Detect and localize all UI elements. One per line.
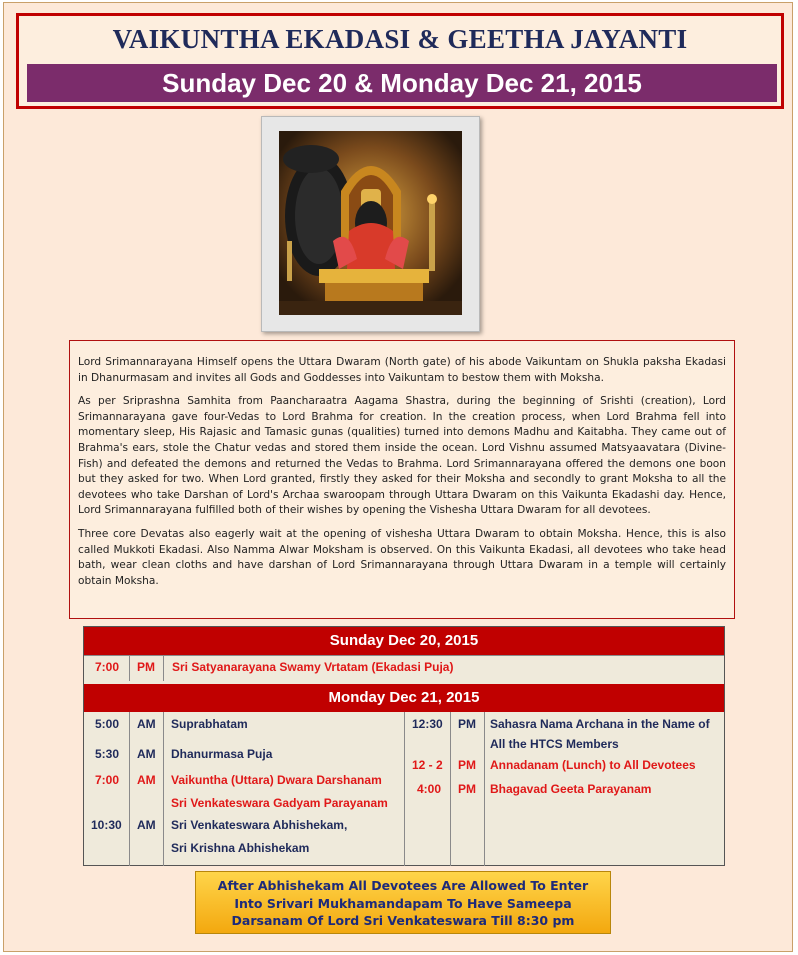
monday-right-time-4: 4:00	[417, 782, 442, 796]
schedule-table	[83, 626, 725, 866]
footer-line-2: Into Srivari Mukhamandapam To Have Sameepa	[234, 895, 572, 911]
sunday-event: Sri Satyanarayana Swamy Vrtatam (Ekadasi Puja)	[172, 660, 454, 674]
footer-banner	[195, 871, 611, 934]
monday-right-time-1: 12:30	[412, 717, 443, 731]
deity-image	[279, 131, 462, 315]
monday-left-time-3: 7:00	[95, 773, 120, 787]
monday-left-ampm-1: AM	[137, 717, 156, 731]
description-paragraph-3: Three core Devatas also eagerly wait at the opening of vishesha Uttara Dwaram to obtain Moksha. Hence, this is also called Mukkoti Ekadasi. Also Namma Alwar Moksham is observed. On this Vaikunta Ekadasi, all devotees who take head bath, wear clean cloths and have darshan of Lord Srimannarayana through Uttara Dwaram in a temple will certainly obtain Moksha.	[78, 527, 726, 587]
description-box	[69, 340, 735, 619]
flyer-page	[3, 2, 793, 952]
monday-left-time-2: 5:30	[95, 747, 120, 761]
monday-right-ampm-1: PM	[458, 717, 476, 731]
monday-left-event-6: Sri Krishna Abhishekam	[171, 841, 310, 855]
monday-left-event-3: Vaikuntha (Uttara) Dwara Darshanam	[171, 773, 382, 787]
sunday-ampm: PM	[137, 660, 155, 674]
sunday-time: 7:00	[95, 660, 120, 674]
page-title: VAIKUNTHA EKADASI & GEETHA JAYANTI	[112, 24, 688, 54]
date-banner: Sunday Dec 20 & Monday Dec 21, 2015	[27, 64, 777, 102]
footer-line-3: Darsanam Of Lord Sri Venkateswara Till 8:30 pm	[231, 913, 575, 928]
monday-right-ampm-4: PM	[458, 782, 476, 796]
monday-left-event-2: Dhanurmasa Puja	[171, 747, 273, 761]
monday-left-time-1: 5:00	[95, 717, 120, 731]
monday-right-event-3: Annadanam (Lunch) to All Devotees	[490, 758, 696, 772]
header-box	[16, 13, 784, 109]
monday-left-event-4: Sri Venkateswara Gadyam Parayanam	[171, 796, 388, 810]
monday-left-event-1: Suprabhatam	[171, 717, 248, 731]
monday-right-event-4: Bhagavad Geeta Parayanam	[490, 782, 652, 796]
monday-left-ampm-2: AM	[137, 747, 156, 761]
monday-right-event-2: All the HTCS Members	[490, 737, 619, 751]
monday-right-ampm-3: PM	[458, 758, 476, 772]
sunday-header: Sunday Dec 20, 2015	[84, 627, 724, 655]
footer-line-1: After Abhishekam All Devotees Are Allowed To Enter	[217, 878, 589, 893]
description-paragraph-2: As per Sriprashna Samhita from Paancharaatra Aagama Shastra, during the beginning of Srishti (creation), Lord Srimannarayana gave four-Vedas to Lord Brahma for creation. In the creation process, when Lord Brahma fell into momentary sleep, His Rajasic and Tamasic gunas (qualities) turned into demons Madhu and Kaitabha. They came out of Brahma's ears, stole the Chatur vedas and stored them inside the ocean. Lord Vishnu assumed Matsyaavatara (Divine-Fish) and defeated the demons and returned the Vedas to Brahma. Lord Srimannarayana offered the demons one boon but they asked for two. When Lord granted, firstly they asked for their Moksha and secondly to grant Moksha to all the devotees who take Darshan of Lord's Archaa swaroopam through Uttara Dwaram on this Vaikunta Ekadashi day. Hence, Lord Srimannarayana fulfilled both of their wishes by opening the Vishesha Uttara Dwaram for all devotees.	[78, 395, 726, 517]
deity-image-frame	[261, 116, 480, 332]
monday-left-ampm-5: AM	[137, 818, 156, 832]
monday-right-event-1: Sahasra Nama Archana in the Name of	[490, 717, 710, 731]
monday-right-time-3: 12 - 2	[412, 758, 443, 772]
description-paragraph-1: Lord Srimannarayana Himself opens the Uttara Dwaram (North gate) of his abode Vaikuntam on Shukla paksha Ekadasi in Dhanurmasam and invites all Gods and Goddesses into Vaikuntam to bestow them with Moksha.	[78, 356, 726, 384]
monday-header: Monday Dec 21, 2015	[84, 684, 724, 712]
monday-left-time-5: 10:30	[91, 818, 122, 832]
monday-left-event-5: Sri Venkateswara Abhishekam,	[171, 818, 348, 832]
monday-left-ampm-3: AM	[137, 773, 156, 787]
